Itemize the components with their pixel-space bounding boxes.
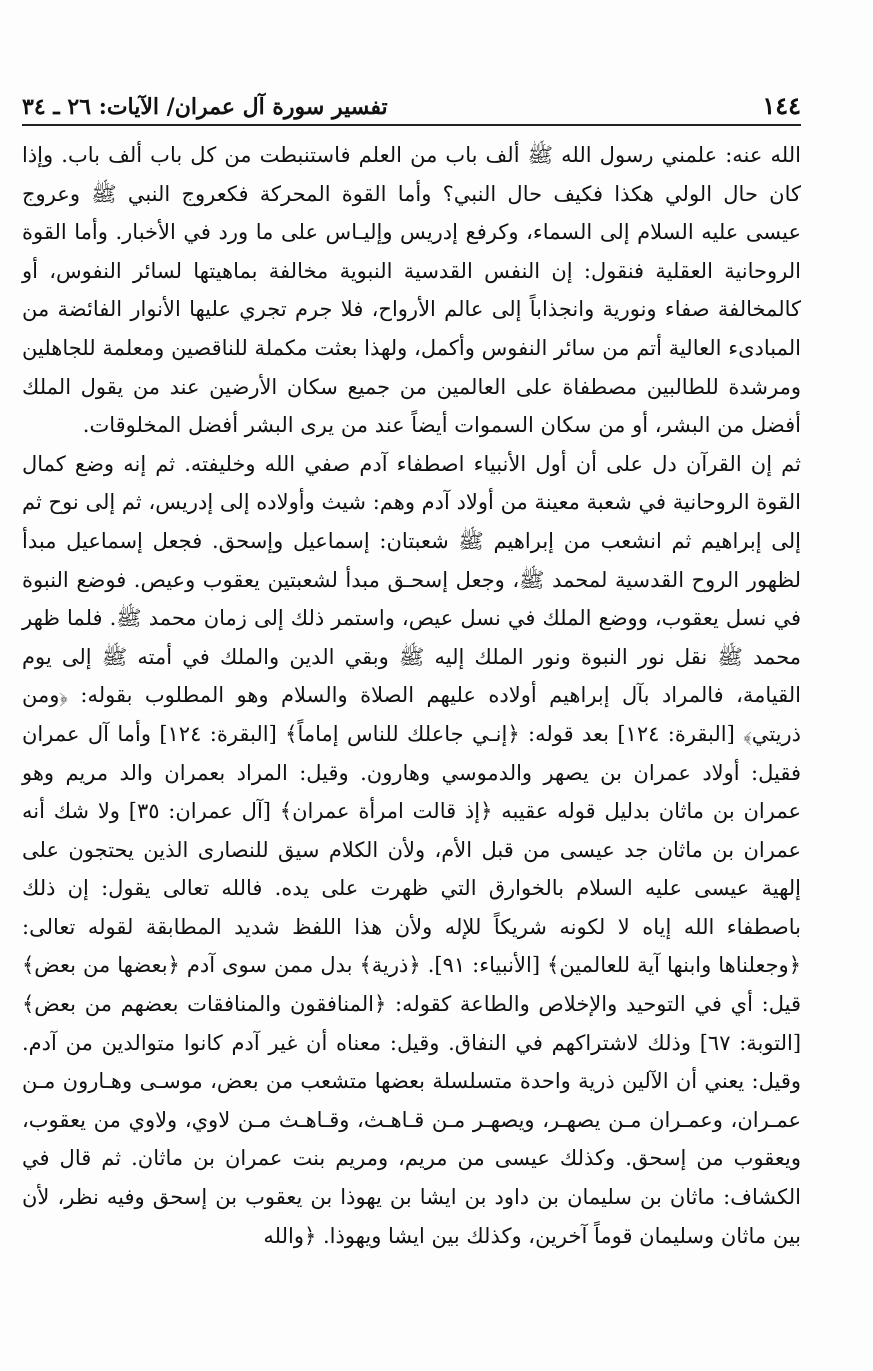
paragraph: ثم إن القرآن دل على أن أول الأنبياء اصطفاء آدم صفي الله وخليفته. ثم إنه وضع كمال القوة الروحانية في شعبة معينة من أولاد آدم وهم: شيث وأولاده إلى إدريس، ثم إلى نوح ثم إلى إبراهيم ثم انشعب من إبراهيم ﷺ شعبتان: إسماعيل وإسحق. فجعل إسماعيل مبدأ لظهور الروح القدسية لمحمد ﷺ، وجعل إسحـق مبدأ لشعبتين يعقوب وعيص. فوضع النبوة في نسل يعقوب، ووضع الملك في نسل عيص، واستمر ذلك إلى زمان محمد ﷺ. فلما ظهر محمد ﷺ نقل نور النبوة ونور الملك إليه ﷺ وبقي الدين والملك في أمته ﷺ إلى يوم القيامة، فالمراد بآل إبراهيم أولاده عليهم الصلاة والسلام وهو المطلوب بقوله: ﴿ومن ذريتي﴾ [البقرة: ١٢٤] بعد قوله: ﴿إنـي جاعلك للناس إماماً﴾ [البقرة: ١٢٤] وأما آل عمران فقيل: أولاد عمران بن يصهر والدموسي وهارون. وقيل: المراد بعمران والد مريم وهو عمران بن ماثان بدليل قوله عقيبه ﴿إذ قالت امرأة عمران﴾ [آل عمران: ٣٥] ولا شك أنه عمران بن ماثان جد عيسى من قبل الأم، ولأن الكلام سيق للنصارى الذين يحتجون على إلهية عيسى عليه السلام بالخوارق التي ظهرت على يده. فالله تعالى يقول: إن ذلك باصطفاء الله إياه لا لكونه شريكاً للإله ولأن هذا اللفظ شديد المطابقة لقوله تعالى: ﴿وجعلناها وابنها آية للعالمين﴾ [الأنبياء: ٩١]. ﴿ذرية﴾ بدل ممن سوى آدم ﴿بعضها من بعض﴾ قيل: أي في التوحيد والإخلاص والطاعة كقوله: ﴿المنافقون والمنافقات بعضهم من بعض﴾ [التوبة: ٦٧] وذلك لاشتراكهم في النفاق. وقيل: معناه أن غير آدم كانوا متوالدين من آدم. وقيل: يعني أن الآلين ذرية واحدة متسلسلة بعضها متشعب من بعض، موسـى وهـارون مـن عمـران، وعمـران مـن يصهـر، ويصهـر مـن قـاهـث، وقـاهـث مـن لاوي، ولاوي من يعقوب، ويعقوب من إسحق. وكذلك عيسى من مريم، ومريم بنت عمران بن ماثان. ثم قال في الكشاف: ماثان بن سليمان بن داود بن ايشا بن يهوذا بن يعقوب بن إسحق وفيه نظر، لأن بين ماثان وسليمان قوماً آخرين، وكذلك بين ايشا ويهوذا. ﴿والله xyxy=(22,451,802,1248)
main-text xyxy=(22,136,801,1255)
running-title: تفسير سورة آل عمران/ الآيات: ٢٦ ـ ٣٤ xyxy=(22,94,388,120)
page-number: ١٤٤ xyxy=(762,91,801,120)
page-header xyxy=(22,80,801,120)
header-divider xyxy=(22,124,801,126)
paragraph: الله عنه: علمني رسول الله ﷺ ألف باب من العلم فاستنبطت من كل باب ألف باب. وإذا كان حال الولي هكذا فكيف حال النبي؟ وأما القوة المحركة فكعروج النبي ﷺ وعروج عيسى عليه السلام إلى السماء، وكرفع إدريس وإليـاس على ما ورد في الأخبار. وأما القوة الروحانية العقلية فنقول: إن النفس القدسية النبوية مخالفة بماهيتها لسائر النفوس، أو كالمخالفة صفاء ونورية وانجذاباً إلى عالم الأرواح، فلا جرم تجري عليها الأنوار الفائضة من المبادىء العالية أتم من سائر النفوس وأكمل، ولهذا بعثت مكملة للناقصين ومعلمة للجاهلين ومرشدة للطالبين مصطفاة على العالمين من جميع سكان الأرضين عند من يقول الملك أفضل من البشر، أو من سكان السموات أيضاً عند من يرى البشر أفضل المخلوقات. xyxy=(22,143,801,438)
